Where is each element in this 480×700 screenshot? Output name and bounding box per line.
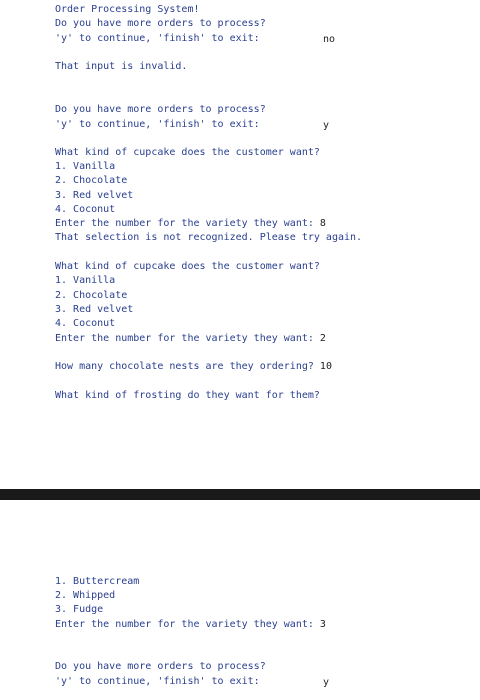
more-orders-question: Do you have more orders to process? — [55, 18, 266, 29]
cupcake-option: 4. Coconut — [55, 204, 116, 215]
continue-hint: 'y' to continue, 'finish' to exit: — [55, 676, 260, 687]
user-input: y — [323, 120, 330, 131]
screenshot-divider — [0, 489, 480, 500]
cupcake-option: 4. Coconut — [55, 318, 116, 329]
more-orders-question: Do you have more orders to process? — [55, 104, 266, 115]
enter-variety-prompt: Enter the number for the variety they want: 8 — [55, 218, 326, 229]
user-input: 10 — [319, 361, 332, 372]
frosting-option: 1. Buttercream — [55, 576, 140, 587]
cupcake-option: 3. Red velvet — [55, 190, 134, 201]
title-line: Order Processing System! — [55, 4, 200, 15]
nests-question: How many chocolate nests are they ordering? 10 — [55, 361, 332, 372]
enter-variety-prompt: Enter the number for the variety they want: 3 — [55, 619, 326, 630]
continue-hint: 'y' to continue, 'finish' to exit: — [55, 119, 260, 130]
cupcake-option: 3. Red velvet — [55, 304, 134, 315]
more-orders-question: Do you have more orders to process? — [55, 661, 266, 672]
invalid-message: That input is invalid. — [55, 61, 188, 72]
cupcake-option: 2. Chocolate — [55, 175, 128, 186]
user-input: y — [323, 677, 330, 688]
user-input: no — [323, 34, 336, 45]
frosting-option: 3. Fudge — [55, 604, 104, 615]
enter-variety-prompt: Enter the number for the variety they want: 2 — [55, 333, 326, 344]
not-recognized-message: That selection is not recognized. Please try again. — [55, 232, 363, 243]
user-input: 8 — [319, 218, 326, 229]
cupcake-question: What kind of cupcake does the customer want? — [55, 261, 320, 272]
cupcake-question: What kind of cupcake does the customer want? — [55, 147, 320, 158]
frosting-question: What kind of frosting do they want for them? — [55, 390, 320, 401]
frosting-option: 2. Whipped — [55, 590, 116, 601]
cupcake-option: 1. Vanilla — [55, 161, 116, 172]
cupcake-option: 1. Vanilla — [55, 275, 116, 286]
cupcake-option: 2. Chocolate — [55, 290, 128, 301]
continue-hint: 'y' to continue, 'finish' to exit: — [55, 33, 260, 44]
user-input: 2 — [319, 333, 326, 344]
user-input: 3 — [319, 619, 326, 630]
